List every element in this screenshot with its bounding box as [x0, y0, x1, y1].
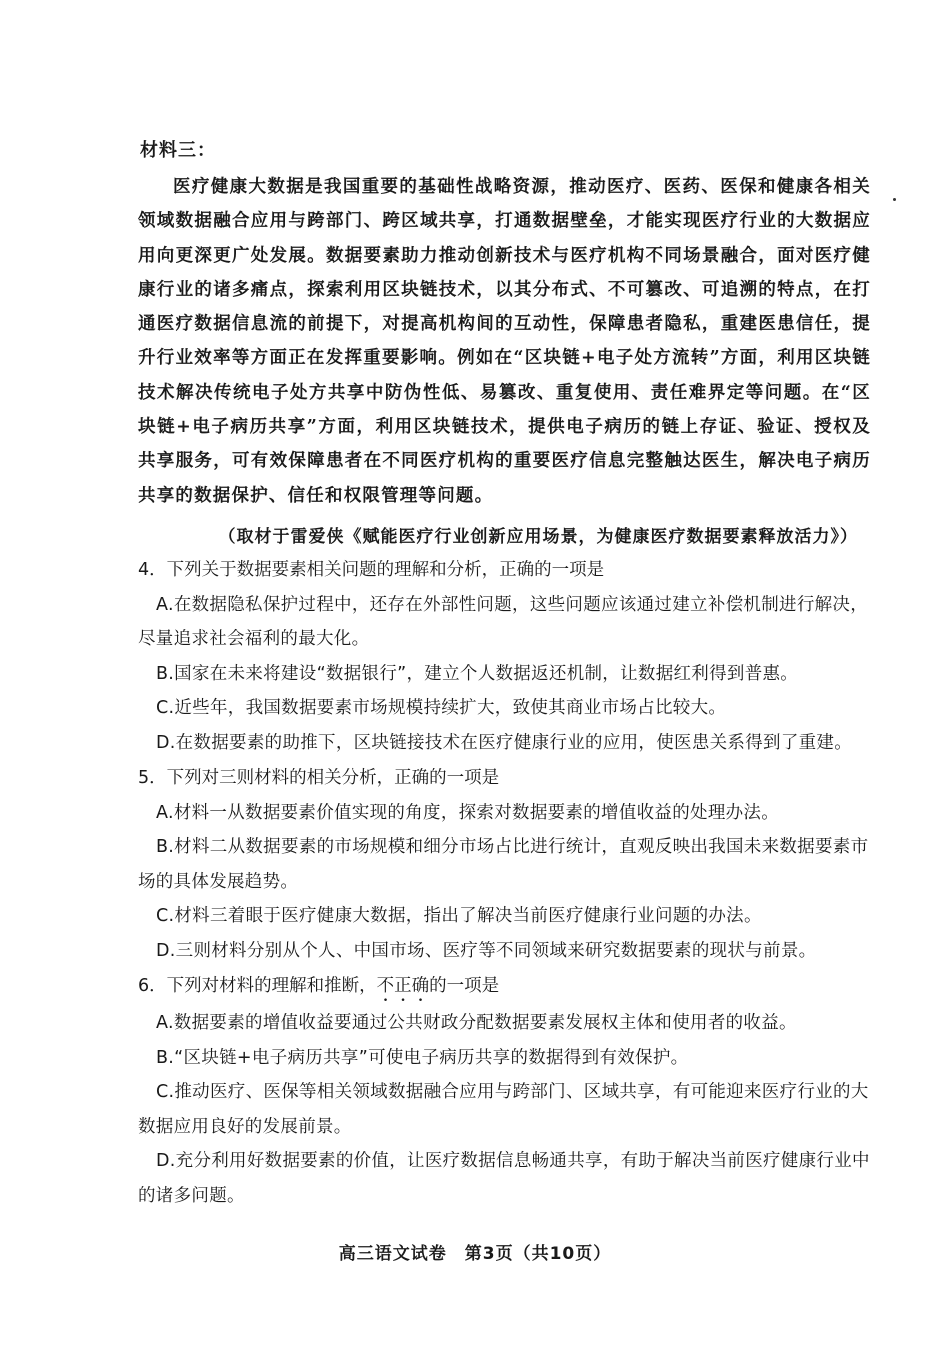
question-6: [138, 969, 873, 1213]
material-title: 材料三：: [140, 140, 216, 161]
option-a: A.材料一从数据要素价值实现的角度，探索对数据要素的增值收益的处理办法。: [156, 802, 780, 823]
material-paragraph: 医疗健康大数据是我国重要的基础性战略资源，推动医疗、医药、医保和健康各相关领域数据融合应用与跨部门、跨区域共享，打通数据壁垒，才能实现医疗行业的大数据应用向更深更广处发展。数据要素助力推动创新技术与医疗机构不同场景融合，面对医疗健康行业的诸多痛点，探索利用区块链技术，以其分布式、不可篡改、可追溯的特点，在打通医疗数据信息流的前提下，对提高机构间的互动性，保障患者隐私，重建医患信任，提升行业效率等方面正在发挥重要影响。例如在“区块链+电子处方流转”方面，利用区块链技术解决传统电子处方共享中防伪性低、易篡改、重复使用、责任难界定等问题。在“区块链+电子病历共享”方面，利用区块链技术，提供电子病历的链上存证、验证、授权及共享服务，可有效保障患者在不同医疗机构的重要医疗信息完整触达医生，解决电子病历共享的数据保护、信任和权限管理等问题。: [138, 177, 871, 506]
option-c: C.材料三着眼于医疗健康大数据，指出了解决当前医疗健康行业问题的办法。: [156, 906, 762, 926]
stem-emphasis: 不正确: [376, 976, 430, 996]
option-b: B.“区块链+电子病历共享”可使电子病历共享的数据得到有效保护。: [156, 1047, 689, 1068]
option-b: B.材料二从数据要素的市场规模和细分市场占比进行统计，直观反映出我国未来数据要素市场的具体发展趋势。: [138, 837, 869, 892]
scan-speck: [893, 198, 896, 201]
stem-text: 6．下列对材料的理解和推断，: [138, 976, 377, 996]
question-4: [138, 553, 873, 760]
option-a: A.数据要素的增值收益要通过公共财政分配数据要素发展权主体和使用者的收益。: [156, 1013, 797, 1033]
option-c: C.近些年，我国数据要素市场规模持续扩大，致使其商业市场占比较大。: [156, 698, 727, 718]
question-5: [138, 761, 873, 968]
page-footer: 高三语文试卷 第3页（共10页）: [338, 1244, 612, 1264]
stem-text: 的一项是: [429, 976, 500, 996]
option-d: D.充分利用好数据要素的价值，让医疗数据信息畅通共享，有助于解决当前医疗健康行业中的诸多问题。: [138, 1151, 870, 1206]
option-d: D.三则材料分别从个人、中国市场、医疗等不同领域来研究数据要素的现状与前景。: [156, 940, 817, 961]
question-stem: 4．下列关于数据要素相关问题的理解和分析，正确的一项是: [138, 560, 605, 580]
option-a: A.在数据隐私保护过程中，还存在外部性问题，这些问题应该通过建立补偿机制进行解决，尽量追求社会福利的最大化。: [138, 594, 869, 649]
question-stem: [138, 969, 873, 1006]
option-c: C.推动医疗、医保等相关领域数据融合应用与跨部门、区域共享，有可能迎来医疗行业的大数据应用良好的发展前景。: [138, 1082, 869, 1137]
option-d: D.在数据要素的助推下，区块链接技术在医疗健康行业的应用，使医患关系得到了重建。: [156, 732, 853, 753]
material-source: （取材于雷爱侠《赋能医疗行业创新应用场景，为健康医疗数据要素释放活力》）: [218, 527, 858, 547]
question-stem: 5．下列对三则材料的相关分析，正确的一项是: [138, 768, 500, 788]
option-b: B.国家在未来将建设“数据银行”，建立个人数据返还机制，让数据红利得到普惠。: [156, 663, 799, 684]
